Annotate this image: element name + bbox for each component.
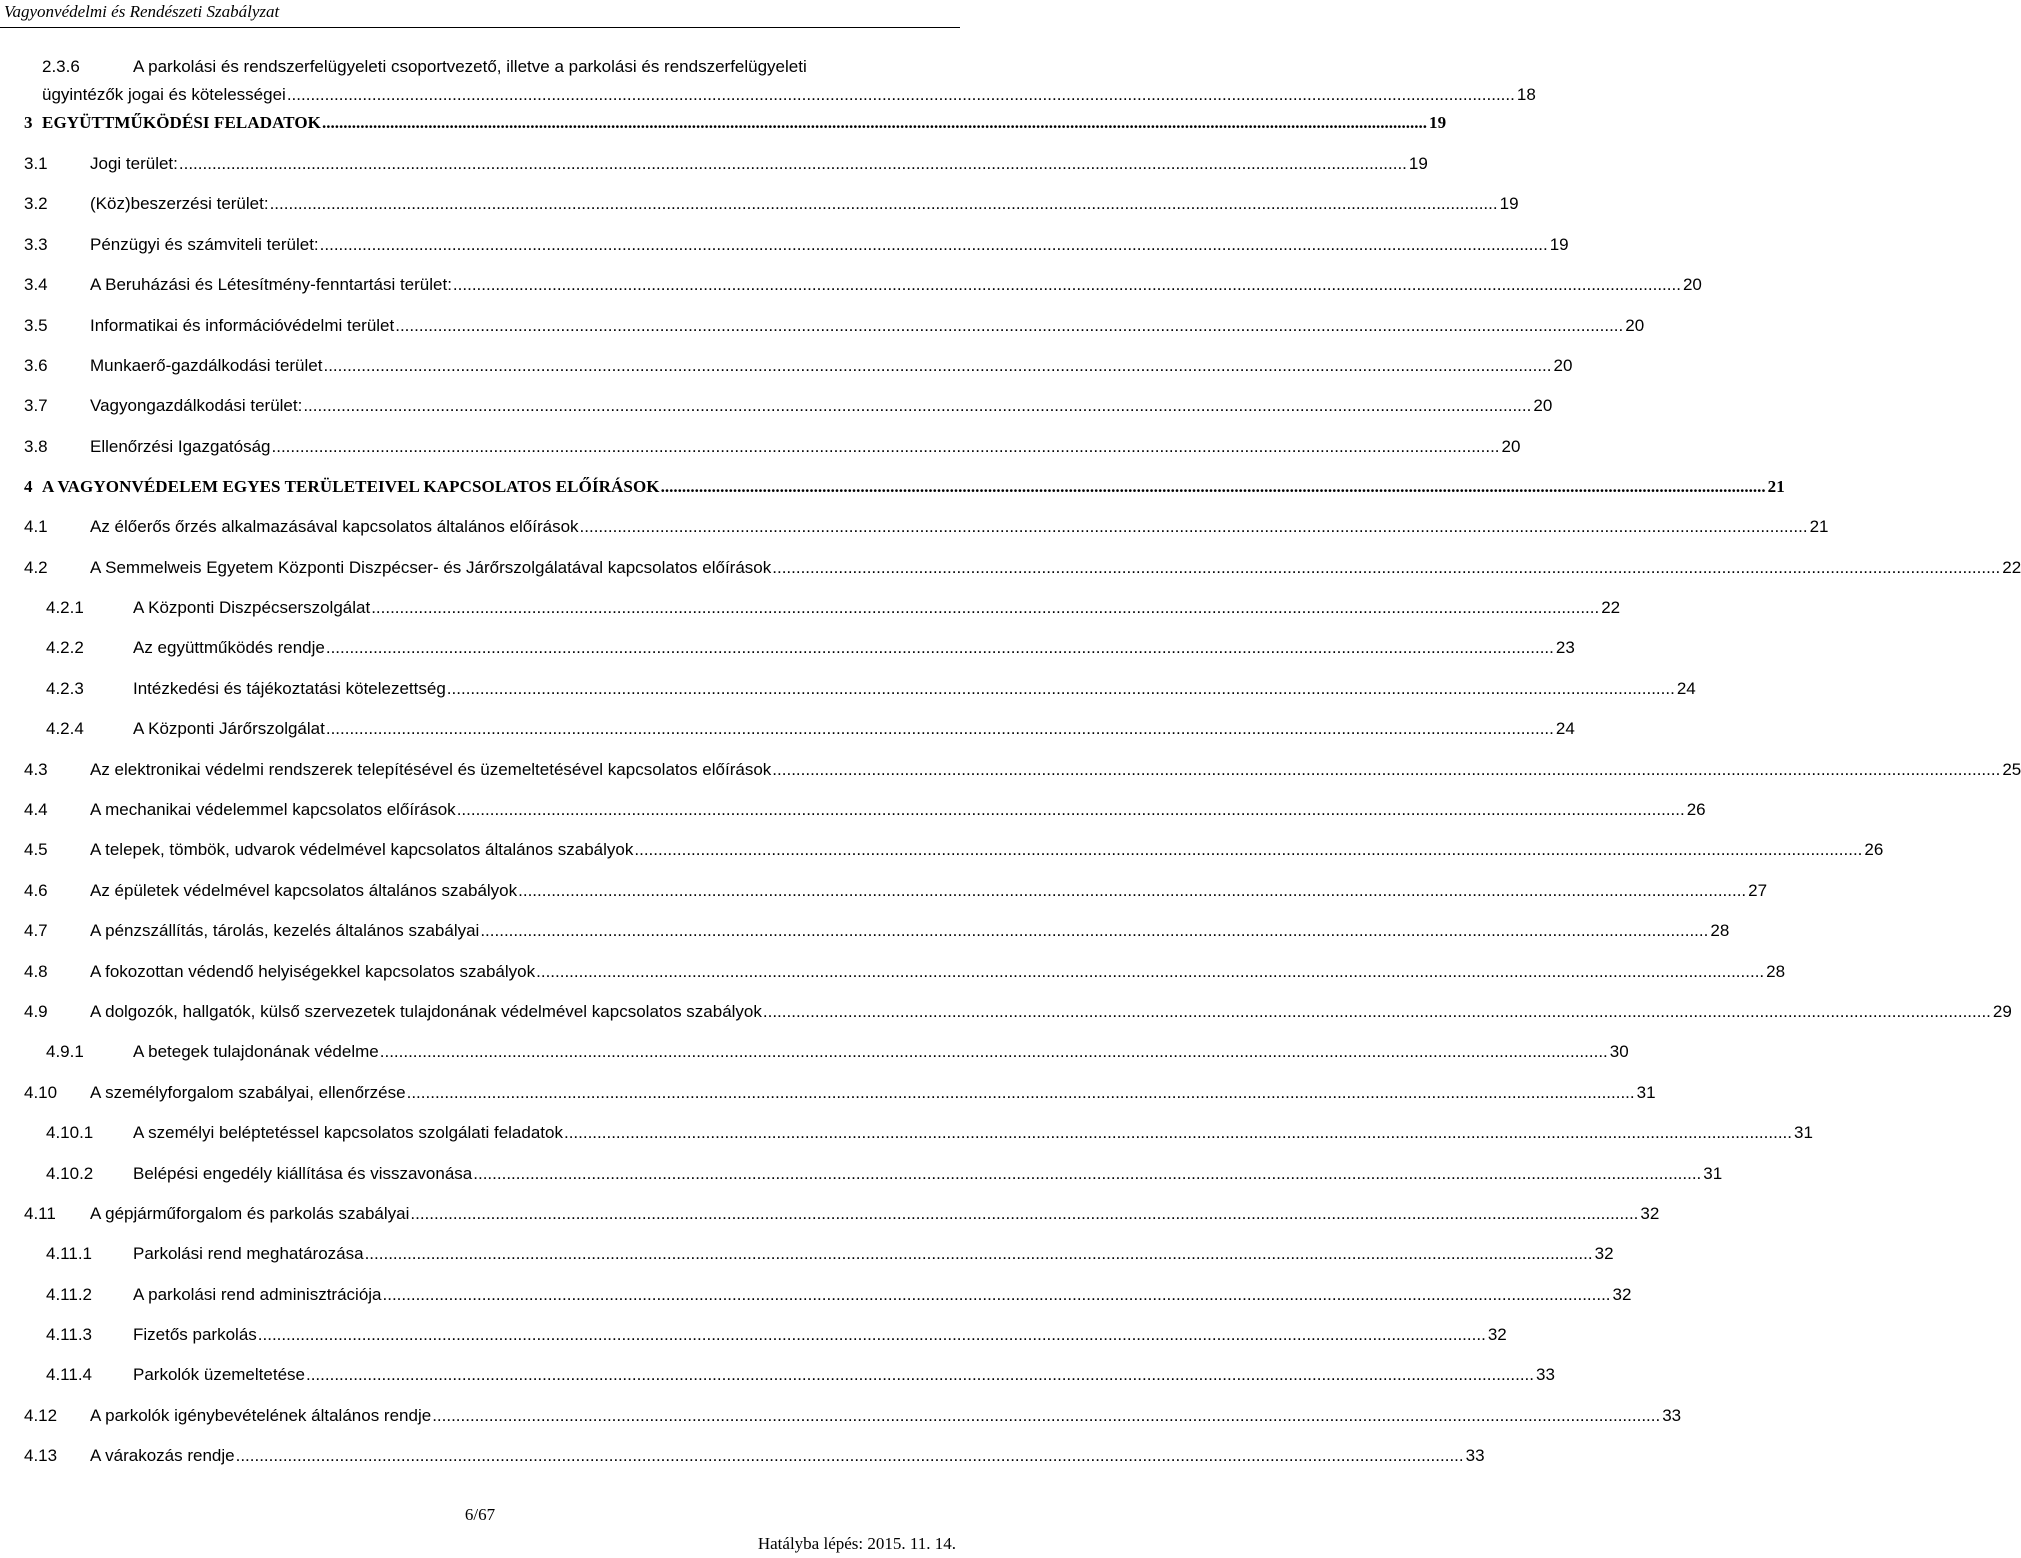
toc-entry-4-11[interactable] [0,1203,1660,1233]
toc-entry-page: 22 [1601,598,1621,617]
toc-entry-title: Ellenőrzési Igazgatóság [90,437,271,456]
toc-entry-4-2-4[interactable] [0,718,1575,748]
toc-entry-page: 32 [1612,1285,1632,1304]
toc-entry-number: 4.5 [24,840,48,859]
toc-entry-title: A parkolók igénybevételének általános rendje [90,1406,432,1425]
toc-entry-page: 31 [1636,1083,1656,1102]
toc-entry-title: A gépjárműforgalom és parkolás szabályai [90,1204,410,1223]
toc-entry-4-11-2[interactable] [0,1284,1632,1314]
toc-entry-page: 19 [1408,154,1428,173]
dot-leader [453,274,1681,296]
toc-entry-number: 3.8 [24,437,48,456]
toc-entry-page: 28 [1766,962,1786,981]
dot-leader [772,759,2000,781]
toc-entry-title: Jogi terület: [90,154,178,173]
toc-entry-title: A személyforgalom szabályai, ellenőrzése [90,1083,406,1102]
toc-entry-3[interactable] [0,112,1447,142]
toc-entry-number: 2.3.6 [42,57,80,76]
toc-entry-title: A Semmelweis Egyetem Központi Diszpécser- és Járőrszolgálatával kapcsolatos előírások [90,558,772,577]
toc-entry-title: A várakozás rendje [90,1446,235,1465]
toc-entry-page: 18 [1516,85,1536,104]
document-header-title: Vagyonvédelmi és Rendészeti Szabályzat [4,2,280,21]
toc-entry-page: 19 [1499,194,1519,213]
toc-entry-number: 4.1 [24,517,48,536]
toc-entry-number: 4 [24,477,33,496]
dot-leader [380,1041,1608,1063]
dot-leader [287,84,1515,106]
toc-entry-4-13[interactable] [0,1445,1485,1475]
toc-entry-page: 25 [2002,760,2021,779]
toc-entry-number: 4.11 [24,1204,56,1223]
toc-entry-title: Pénzügyi és számviteli terület: [90,235,319,254]
toc-entry-title: Az együttműködés rendje [133,638,325,657]
dot-leader [326,718,1554,740]
toc-entry-page: 24 [1555,719,1575,738]
toc-entry-number: 3.1 [24,154,48,173]
toc-entry-3-6[interactable] [0,355,1573,385]
dot-leader [270,193,1498,215]
toc-entry-4-2-3[interactable] [0,678,1696,708]
dot-leader [518,880,1746,902]
toc-entry-title-line1: A parkolási és rendszerfelügyeleti csoportvezető, illetve a parkolási és rendszerfelügyeleti [133,57,807,76]
dot-leader [536,961,1764,983]
dot-leader [258,1324,1486,1346]
toc-entry-page: 31 [1703,1164,1723,1183]
dot-leader [272,436,1500,458]
toc-entry-page: 20 [1682,275,1702,294]
toc-entry-number: 4.2 [24,558,48,577]
dot-leader [383,1284,1611,1306]
dot-leader [580,516,1808,538]
toc-entry-title: A Beruházási és Létesítmény-fenntartási terület: [90,275,452,294]
toc-entry-title: Fizetős parkolás [133,1325,257,1344]
toc-entry-number: 3.6 [24,356,48,375]
toc-entry-page: 26 [1864,840,1884,859]
toc-entry-4-1[interactable] [0,516,1829,546]
toc-entry-3-2[interactable] [0,193,1519,223]
toc-entry-number: 3.5 [24,316,48,335]
dot-leader [407,1082,1635,1104]
toc-entry-page: 19 [1429,113,1447,132]
toc-entry-page: 26 [1686,800,1706,819]
toc-entry-title: EGYÜTTMŰKÖDÉSI FELADATOK [42,113,322,132]
toc-entry-page: 19 [1549,235,1569,254]
toc-entry-title: A Központi Diszpécserszolgálat [133,598,371,617]
toc-entry-page: 24 [1676,679,1696,698]
toc-entry-4-6[interactable] [0,880,1768,910]
toc-entry-page: 31 [1794,1123,1813,1142]
toc-entry-title: Parkolók üzemeltetése [133,1365,305,1384]
toc-entry-title: A mechanikai védelemmel kapcsolatos előírások [90,800,456,819]
dot-leader [179,153,1407,175]
toc-entry-page: 20 [1501,437,1521,456]
toc-entry-4-10[interactable] [0,1082,1656,1112]
toc-entry-title: A pénzszállítás, tárolás, kezelés általános szabályai [90,921,480,940]
toc-entry-page: 29 [1992,1002,2012,1021]
toc-entry-3-7[interactable] [0,395,1553,425]
dot-leader [303,395,1531,417]
toc-entry-title: Informatikai és információvédelmi terület [90,316,395,335]
toc-entry-number: 4.2.1 [46,598,84,617]
toc-entry-title: A VAGYONVÉDELEM EGYES TERÜLETEIVEL KAPCSOLATOS ELŐÍRÁSOK [42,477,660,496]
toc-entry-number: 4.2.4 [46,719,84,738]
toc-entry-title: Parkolási rend meghatározása [133,1244,364,1263]
toc-entry-page: 23 [1555,638,1575,657]
toc-entry-4-11-4[interactable] [0,1364,1555,1394]
toc-entry-3-3[interactable] [0,234,1569,264]
toc-entry-page: 21 [1809,517,1829,536]
dot-leader [320,234,1548,256]
toc-entry-title: A telepek, tömbök, udvarok védelmével kapcsolatos általános szabályok [90,840,634,859]
toc-entry-title: Az épületek védelmével kapcsolatos általános szabályok [90,881,518,900]
toc-entry-title: Az élőerős őrzés alkalmazásával kapcsolatos általános előírások [90,517,579,536]
dot-leader [432,1405,1660,1427]
dot-leader [772,557,2000,579]
toc-entry-3-8[interactable] [0,436,1521,466]
toc-entry-number: 4.9.1 [46,1042,84,1061]
toc-entry-page: 32 [1487,1325,1507,1344]
toc-entry-number: 4.10.1 [46,1123,94,1142]
toc-entry-number: 4.12 [24,1406,58,1425]
dot-leader [322,112,1427,134]
toc-entry-4-10-1[interactable] [0,1122,1813,1152]
dot-leader [306,1364,1534,1386]
toc-entry-4-3[interactable] [0,759,2021,789]
dot-leader [410,1203,1638,1225]
toc-entry-number: 4.2.3 [46,679,84,698]
toc-entry-number: 4.6 [24,881,48,900]
toc-entry-number: 3 [24,113,33,132]
dot-leader [323,355,1551,377]
toc-entry-number: 4.10 [24,1083,58,1102]
toc-entry-number: 4.7 [24,921,48,940]
toc-entry-title-line2: ügyintézők jogai és kötelességei [42,85,286,104]
toc-entry-page: 33 [1465,1446,1485,1465]
toc-entry-page: 32 [1640,1204,1660,1223]
toc-entry-2-3-6[interactable] [42,52,954,82]
toc-entry-number: 4.10.2 [46,1164,94,1183]
dot-leader [371,597,1599,619]
toc-entry-number: 4.4 [24,800,48,819]
toc-entry-page: 20 [1553,356,1573,375]
dot-leader [236,1445,1464,1467]
toc-entry-3-1[interactable] [0,153,1428,183]
toc-entry-title: Vagyongazdálkodási terület: [90,396,303,415]
toc-entry-number: 4.2.2 [46,638,84,657]
toc-entry-4-9-1[interactable] [0,1041,1629,1071]
toc-entry-number: 4.9 [24,1002,48,1021]
toc-entry-3-5[interactable] [0,315,1645,345]
toc-entry-title: (Köz)beszerzési terület: [90,194,269,213]
toc-entry-4-10-2[interactable] [0,1163,1723,1193]
toc-entry-4-9[interactable] [0,1001,2012,1031]
dot-leader [661,476,1766,498]
toc-entry-3-4[interactable] [0,274,1702,304]
toc-entry-number: 4.8 [24,962,48,981]
toc-entry-title: Intézkedési és tájékoztatási kötelezettség [133,679,446,698]
dot-leader [447,678,1675,700]
toc-entry-number: 4.11.4 [46,1365,93,1384]
toc-entry-page: 33 [1536,1365,1555,1384]
toc-entry-4-2-2[interactable] [0,637,1575,667]
toc-entry-page: 22 [2002,558,2021,577]
toc-entry-number: 3.3 [24,235,48,254]
toc-entry-page: 33 [1662,1406,1682,1425]
toc-entry-number: 4.11.1 [46,1244,93,1263]
effective-date: Hatályba lépés: 2015. 11. 14. [757,1534,956,1553]
dot-leader [326,637,1554,659]
toc-entry-page: 27 [1748,881,1768,900]
dot-leader [634,839,1862,861]
toc-entry-number: 4.3 [24,760,48,779]
toc-entry-number: 4.11.3 [46,1325,93,1344]
dot-leader [763,1001,1991,1023]
toc-entry-title: A személyi beléptetéssel kapcsolatos szolgálati feladatok [133,1123,563,1142]
toc-entry-page: 20 [1625,316,1645,335]
toc-entry-title: A dolgozók, hallgatók, külső szervezetek tulajdonának védelmével kapcsolatos szabályok [90,1002,762,1021]
toc-entry-4-11-1[interactable] [0,1243,1614,1273]
toc-entry-4[interactable] [0,476,1785,506]
toc-entry-4-12[interactable] [0,1405,1682,1435]
toc-entry-number: 4.11.2 [46,1285,93,1304]
dot-leader [365,1243,1593,1265]
toc-entry-page: 21 [1767,477,1785,496]
dot-leader [564,1122,1792,1144]
toc-entry-title: A fokozottan védendő helyiségekkel kapcsolatos szabályok [90,962,536,981]
toc-entry-number: 3.2 [24,194,48,213]
toc-entry-2-3-6-continuation[interactable] [42,84,1536,114]
dot-leader [457,799,1685,821]
toc-entry-title: A parkolási rend adminisztrációja [133,1285,382,1304]
dot-leader [480,920,1708,942]
toc-entry-number: 4.13 [24,1446,58,1465]
toc-entry-title: Belépési engedély kiállítása és visszavonása [133,1164,473,1183]
toc-entry-4-11-3[interactable] [0,1324,1507,1354]
toc-entry-4-2[interactable] [0,557,2021,587]
toc-entry-page: 20 [1533,396,1553,415]
header-divider [0,27,960,28]
toc-entry-page: 28 [1710,921,1730,940]
toc-entry-title: A betegek tulajdonának védelme [133,1042,379,1061]
toc-entry-page: 32 [1594,1244,1614,1263]
toc-entry-title: A Központi Járőrszolgálat [133,719,325,738]
toc-entry-page: 30 [1609,1042,1629,1061]
toc-entry-4-4[interactable] [0,799,1706,829]
toc-entry-number: 3.7 [24,396,48,415]
dot-leader [395,315,1623,337]
toc-entry-title: Munkaerő-gazdálkodási terület [90,356,323,375]
dot-leader [473,1163,1701,1185]
toc-entry-4-8[interactable] [0,961,1786,991]
toc-entry-4-7[interactable] [0,920,1730,950]
toc-entry-number: 3.4 [24,275,48,294]
toc-entry-4-5[interactable] [0,839,1884,869]
toc-entry-4-2-1[interactable] [0,597,1621,627]
toc-entry-title: Az elektronikai védelmi rendszerek telepítésével és üzemeltetésével kapcsolatos előírások [90,760,772,779]
page-number: 6/67 [464,1505,496,1524]
